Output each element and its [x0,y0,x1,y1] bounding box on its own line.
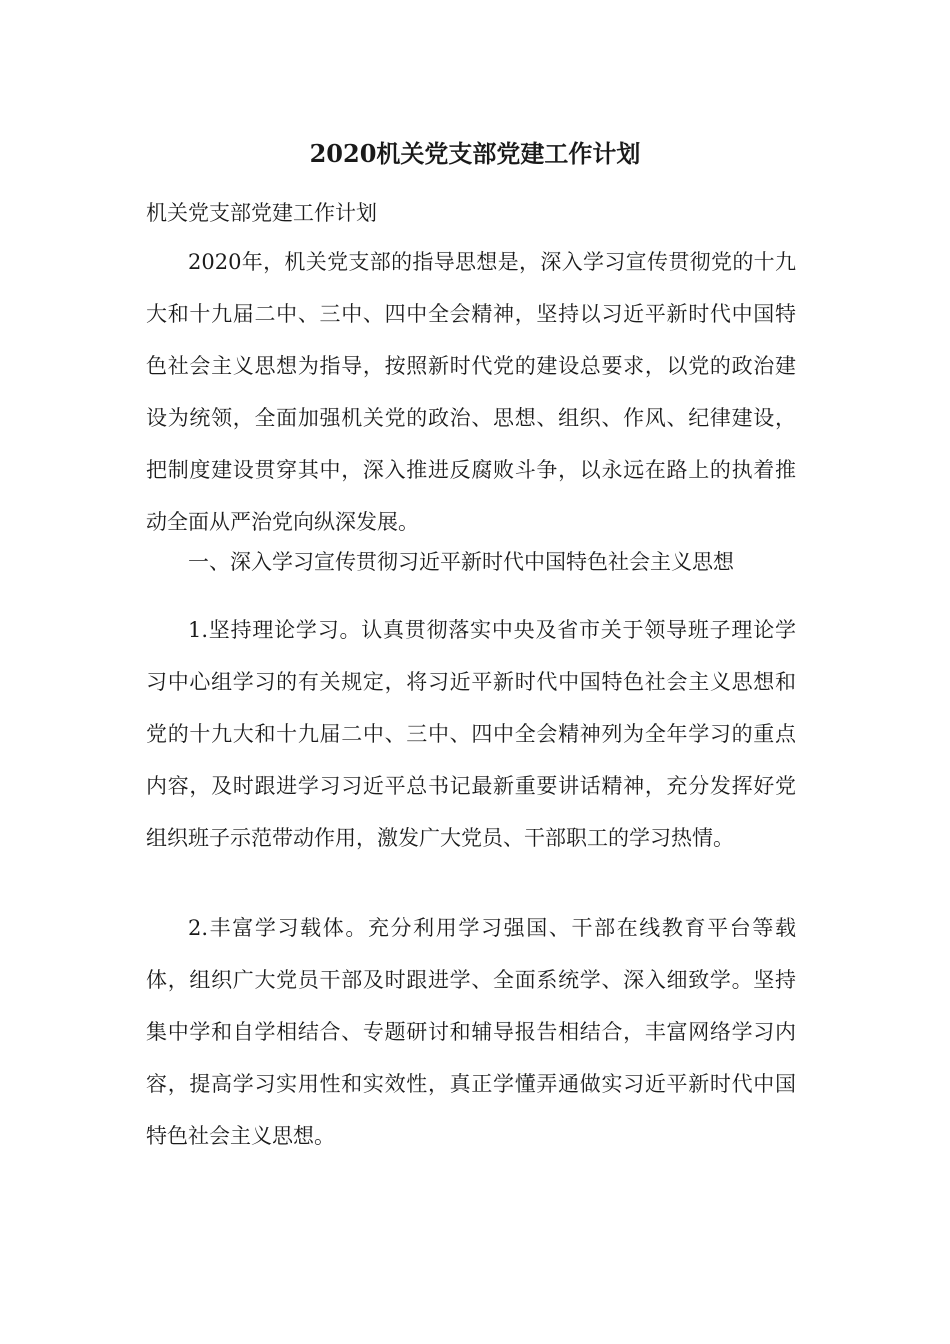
document-title: 2020机关党支部党建工作计划 [309,139,641,168]
section-heading: 一、深入学习宣传贯彻习近平新时代中国特色社会主义思想 [188,550,734,574]
item-paragraph-1: 1.坚持理论学习。认真贯彻落实中央及省市关于领导班子理论学习中心组学习的有关规定，将习近平新时代中国特色社会主义思想和党的十九大和十九届二中、三中、四中全会精神列为全年学习的重点内容，及时跟进学习习近平总书记最新重要讲话精神，充分发挥好党组织班子示范带动作用，激发广大党员、干部职工的学习热情。 [146,618,796,850]
document-subtitle: 机关党支部党建工作计划 [146,201,377,225]
intro-paragraph: 2020年，机关党支部的指导思想是，深入学习宣传贯彻党的十九大和十九届二中、三中、四中全会精神，坚持以习近平新时代中国特色社会主义思想为指导，按照新时代党的建设总要求，以党的政治建设为统领，全面加强机关党的政治、思想、组织、作风、纪律建设，把制度建设贯穿其中，深入推进反腐败斗争，以永远在路上的执着推动全面从严治党向纵深发展。 [146,250,796,534]
item-paragraph-2: 2.丰富学习载体。充分利用学习强国、干部在线教育平台等载体，组织广大党员干部及时跟进学、全面系统学、深入细致学。坚持集中学和自学相结合、专题研讨和辅导报告相结合，丰富网络学习内容，提高学习实用性和实效性，真正学懂弄通做实习近平新时代中国特色社会主义思想。 [146,916,796,1148]
